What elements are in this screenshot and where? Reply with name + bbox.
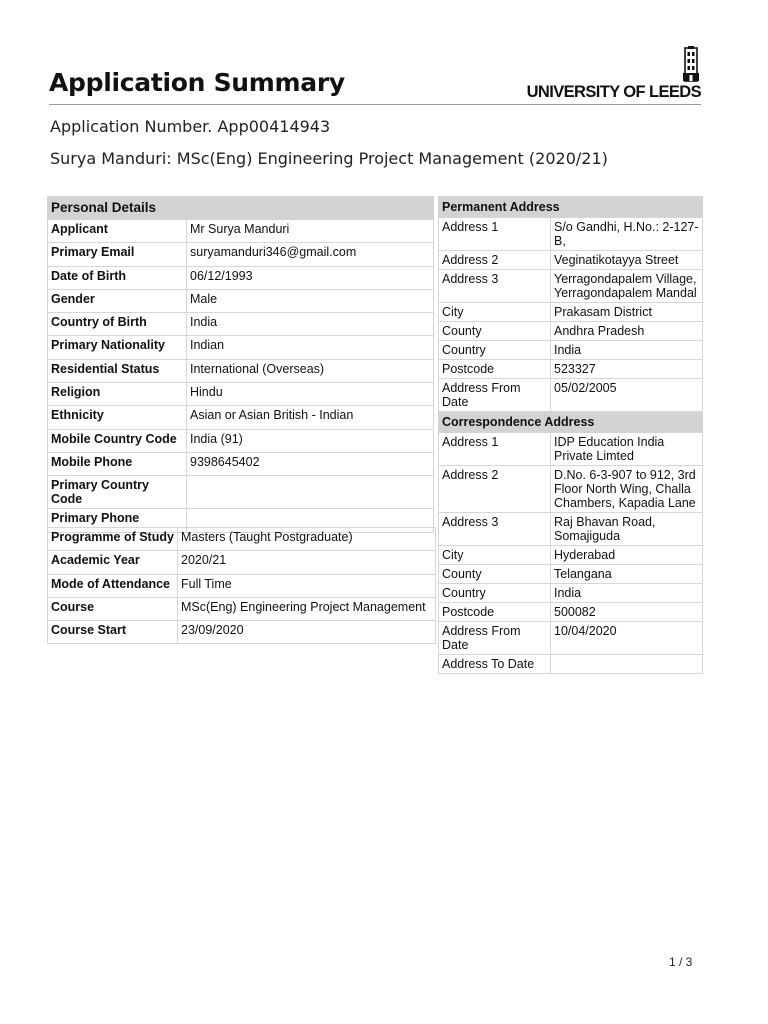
field-value: Indian	[187, 336, 434, 359]
field-value: 500082	[551, 603, 703, 622]
field-label: Course	[48, 597, 178, 620]
programme-table	[47, 527, 436, 644]
header-divider	[49, 104, 701, 105]
correspondence-address-heading-row	[439, 412, 703, 433]
address-label: City	[439, 303, 551, 322]
address-label: City	[439, 546, 551, 565]
table-row	[439, 655, 703, 674]
field-value: suryamanduri346@gmail.com	[187, 243, 434, 266]
table-row	[439, 513, 703, 546]
field-value: Full Time	[178, 574, 436, 597]
table-row	[48, 336, 434, 359]
field-value: Masters (Taught Postgraduate)	[178, 528, 436, 551]
field-value: 10/04/2020	[551, 622, 703, 655]
field-value: 9398645402	[187, 452, 434, 475]
field-value: 05/02/2005	[551, 379, 703, 412]
field-label: Course Start	[48, 621, 178, 644]
table-row	[48, 289, 434, 312]
address-label: Address 2	[439, 466, 551, 513]
page-indicator: 1 / 3	[669, 955, 693, 969]
field-label: Primary Nationality	[48, 336, 187, 359]
address-label: Address 3	[439, 270, 551, 303]
field-value: Andhra Pradesh	[551, 322, 703, 341]
university-name: UNIVERSITY OF LEEDS	[526, 83, 701, 101]
address-label: Postcode	[439, 603, 551, 622]
field-label: Date of Birth	[48, 266, 187, 289]
field-value: Hindu	[187, 383, 434, 406]
field-label: Primary Email	[48, 243, 187, 266]
field-label: Programme of Study	[48, 528, 178, 551]
address-label: Country	[439, 341, 551, 360]
field-label: Mobile Phone	[48, 452, 187, 475]
page-title: Application Summary	[49, 68, 345, 97]
permanent-address-heading: Permanent Address	[439, 197, 703, 218]
address-label: Address 2	[439, 251, 551, 270]
table-row	[48, 266, 434, 289]
field-value: IDP Education India Private Limted	[551, 433, 703, 466]
address-label: Address From Date	[439, 622, 551, 655]
field-value: Raj Bhavan Road, Somajiguda	[551, 513, 703, 546]
address-label: County	[439, 322, 551, 341]
address-label: Address From Date	[439, 379, 551, 412]
table-row	[48, 243, 434, 266]
address-label: County	[439, 565, 551, 584]
field-value: India	[551, 341, 703, 360]
field-value: Veginatikotayya Street	[551, 251, 703, 270]
address-label: Address 1	[439, 218, 551, 251]
field-label: Academic Year	[48, 551, 178, 574]
permanent-address-heading-row	[439, 197, 703, 218]
applicant-programme-line: Surya Manduri: MSc(Eng) Engineering Project Management (2020/21)	[50, 149, 608, 168]
table-row	[48, 476, 434, 509]
table-row	[48, 406, 434, 429]
field-value: Yerragondapalem Village, Yerragondapalem Mandal	[551, 270, 703, 303]
table-row	[48, 621, 436, 644]
field-value	[551, 655, 703, 674]
field-value: Male	[187, 289, 434, 312]
table-row	[439, 565, 703, 584]
address-body	[439, 197, 703, 674]
table-row	[439, 251, 703, 270]
field-value: India	[551, 584, 703, 603]
address-table	[438, 196, 703, 674]
field-label: Country of Birth	[48, 313, 187, 336]
field-label: Ethnicity	[48, 406, 187, 429]
table-row	[439, 603, 703, 622]
programme-body	[48, 528, 436, 644]
table-row	[48, 429, 434, 452]
field-label: Mode of Attendance	[48, 574, 178, 597]
field-value: 23/09/2020	[178, 621, 436, 644]
table-row	[439, 584, 703, 603]
table-row	[439, 341, 703, 360]
field-value: MSc(Eng) Engineering Project Management	[178, 597, 436, 620]
field-label: Residential Status	[48, 359, 187, 382]
table-row	[439, 360, 703, 379]
table-row	[48, 313, 434, 336]
field-label: Primary Country Code	[48, 476, 187, 509]
university-tower-icon	[681, 46, 701, 82]
table-row	[439, 270, 703, 303]
table-row	[439, 433, 703, 466]
table-row	[48, 551, 436, 574]
field-label: Gender	[48, 289, 187, 312]
field-value: India (91)	[187, 429, 434, 452]
field-value: International (Overseas)	[187, 359, 434, 382]
field-label: Applicant	[48, 220, 187, 243]
table-row	[439, 303, 703, 322]
field-label: Mobile Country Code	[48, 429, 187, 452]
correspondence-address-heading: Correspondence Address	[439, 412, 703, 433]
field-value: 523327	[551, 360, 703, 379]
field-value: Mr Surya Manduri	[187, 220, 434, 243]
field-label: Religion	[48, 383, 187, 406]
table-row	[48, 359, 434, 382]
field-value: India	[187, 313, 434, 336]
field-value: 2020/21	[178, 551, 436, 574]
field-value: Asian or Asian British - Indian	[187, 406, 434, 429]
field-value: 06/12/1993	[187, 266, 434, 289]
field-value: D.No. 6-3-907 to 912, 3rd Floor North Wing, Challa Chambers, Kapadia Lane	[551, 466, 703, 513]
table-row	[48, 574, 436, 597]
table-row	[48, 383, 434, 406]
table-row	[439, 466, 703, 513]
personal-details-table	[47, 196, 434, 533]
table-row	[48, 528, 436, 551]
address-label: Address 1	[439, 433, 551, 466]
address-label: Address To Date	[439, 655, 551, 674]
table-row	[439, 622, 703, 655]
table-row	[48, 597, 436, 620]
table-row	[439, 379, 703, 412]
table-row	[48, 220, 434, 243]
field-value: Hyderabad	[551, 546, 703, 565]
table-row	[439, 218, 703, 251]
table-row	[439, 546, 703, 565]
application-number: Application Number. App00414943	[50, 117, 331, 136]
field-label: Primary Phone	[48, 509, 187, 532]
personal-details-heading: Personal Details	[48, 197, 434, 220]
address-label: Address 3	[439, 513, 551, 546]
university-logo	[525, 46, 701, 102]
field-value: S/o Gandhi, H.No.: 2-127- B,	[551, 218, 703, 251]
table-row	[48, 452, 434, 475]
field-value: Telangana	[551, 565, 703, 584]
personal-details-body	[48, 220, 434, 533]
field-value	[187, 476, 434, 509]
address-label: Postcode	[439, 360, 551, 379]
field-value: Prakasam District	[551, 303, 703, 322]
table-row	[439, 322, 703, 341]
address-label: Country	[439, 584, 551, 603]
